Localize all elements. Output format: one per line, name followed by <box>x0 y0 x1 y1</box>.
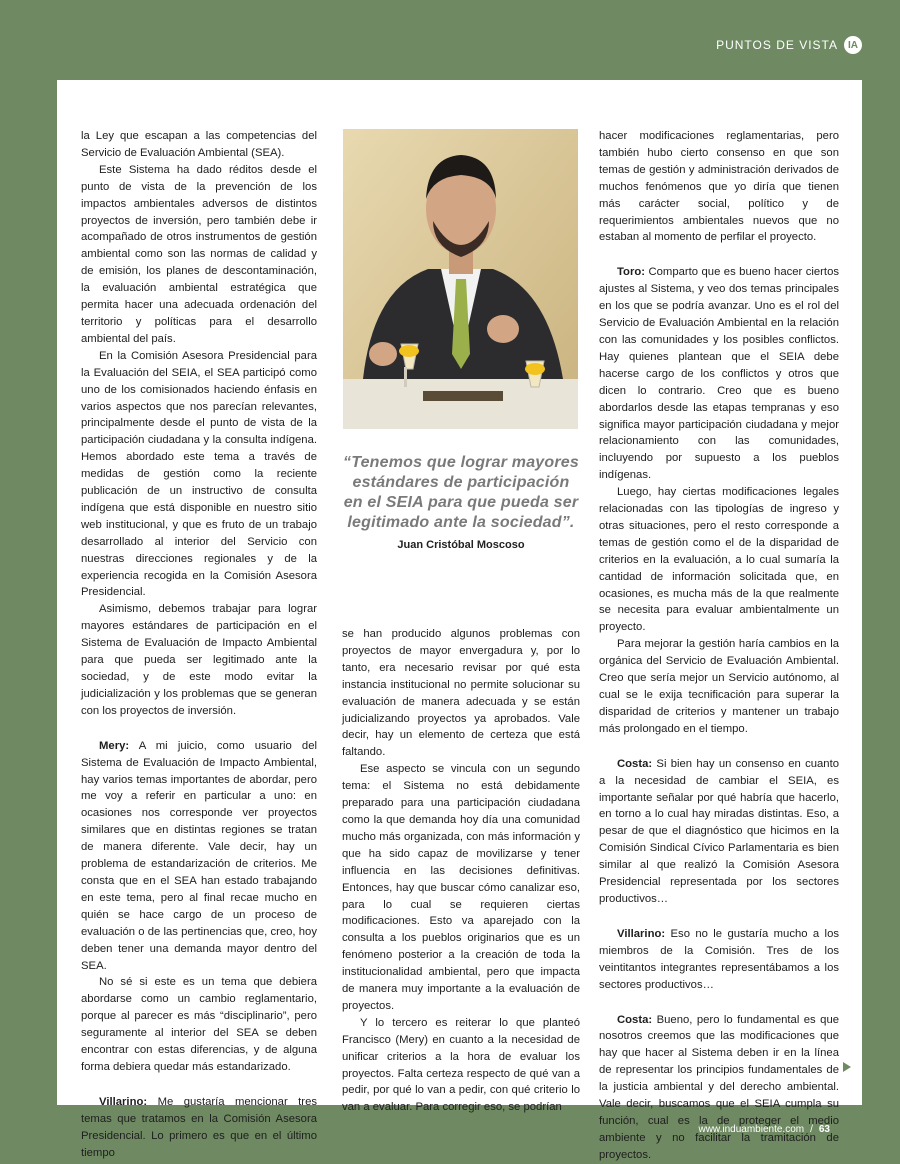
speaker-name: Mery: <box>99 739 130 752</box>
speaker-name: Toro: <box>617 266 646 279</box>
interview-photo <box>343 129 578 429</box>
magazine-logo-icon: IA <box>844 36 862 54</box>
pull-quote-text: “Tenemos que lograr mayores estándares de participación en el SEIA para que pueda ser legitimado ante la sociedad”. <box>343 454 579 531</box>
page-number: 63 <box>818 1124 830 1135</box>
section-title: PUNTOS DE VISTA <box>716 38 838 52</box>
paragraph: se han producido algunos problemas con proyectos de mayor envergadura y, por lo tanto, era necesario revisar por qué esta instancia institucional no permite solucionar su evaluación de manera adecuada y se están judicializando proyectos ya aprobados. Vale decir, hay un elemento de certeza que está faltando. <box>342 628 580 759</box>
paragraph: Costa: Si bien hay un consenso en cuanto a la necesidad de cambiar el SEIA, es importante señalar por qué habría que hacerlo, en torno a lo cual hay miradas distintas. Eso, a pesar de que el diagnóstico que hicimos en la Comisión Sindical Cívico Parlamentaria es bien similar al que realizó la Comisión Asesora Presidencial representada por los sectores productivos… <box>599 757 840 905</box>
continue-arrow-icon <box>843 1062 851 1072</box>
paragraph: Villarino: Eso no le gustaría mucho a los miembros de la Comisión. Tres de los veintitantos integrantes representábamos a los sectores productivos… <box>599 927 840 991</box>
paragraph: Mery: A mi juicio, como usuario del Sistema de Evaluación de Impacto Ambiental, hay varios temas importantes de abordar, pero me voy a referir en particular a uno: en ocasiones nos corresponde ver proyectos similares que en distintas regiones se tratan de manera diferente. Vale decir, hay un problema de estandarización de criterios. Me consta que en el SEA han estado trabajando en este tema, pero al final recae mucho en quién se hace cargo de un proceso de evaluación o de las pertinencias que, creo, hoy deben tener una demanda mayor dentro del SEA. <box>81 739 317 972</box>
paragraph: Este Sistema ha dado réditos desde el punto de vista de la prevención de los impactos ambientales adversos de distintos proyectos de inversión, pero también debe ir acompañado de otros instrumentos de gestión ambiental como son las normas de calidad y de emisión, los planes de descontaminación, la evaluación ambiental estratégica que permita hacer una adecuada ordenación del territorio y políticas para el desarrollo ambiental del país. <box>81 163 317 345</box>
section-header <box>716 36 862 54</box>
speaker-name: Costa: <box>617 757 653 770</box>
column-1 <box>81 128 317 1161</box>
footer-url[interactable]: www.induambiente.com <box>698 1124 805 1135</box>
paragraph: hacer modificaciones reglamentarias, pero también hubo cierto consenso en que son temas de gestión y administración derivados de muchos fenómenos que yo diría que tienen más carácter social, político y de requerimientos ambientales nuevos que no estaban al momento de perfilar el proyecto. <box>599 130 839 244</box>
paragraph: No sé si este es un tema que debiera abordarse como un cambio reglamentario, porque al parecer es más “disciplinario”, pero seguramente al interior del SEA se deben encontrar con estas diferencias, y de alguna forma debiera quedar más estandarizado. <box>81 976 317 1073</box>
pull-quote <box>341 453 581 551</box>
paragraph: Toro: Comparto que es bueno hacer ciertos ajustes al Sistema, y veo dos temas principales en los que se podría avanzar. Uno es el rol del Servicio de Evaluación Ambiental en la relación con las comunidades y los posibles conflictos. Hay quienes plantean que el SEIA debe hacerse cargo de los conflictos y otros que dicen lo contrario. Creo que es bueno abordarlos desde las etapas tempranas y eso significa mayor participación ciudadana y mejor relacionamiento con las comunidades, incluyendo por supuesto a los pueblos indígenas. <box>599 266 840 482</box>
paragraph: En la Comisión Asesora Presidencial para la Evaluación del SEIA, el SEA participó como uno de los comisionados haciendo énfasis en varios aspectos que nos parecían relevantes, principalmente desde el punto de vista de la participación ciudadana y la consulta indígena. Hemos abordado este tema a través de medidas de gestión como la reciente publicación de un instructivo de consulta indígena que está disponible en nuestro sitio web institucional, y que es fruto de un trabajo desarrollado al interior del Servicio con nuestras direcciones regionales y de la experiencia recogida en la Comisión Asesora Presidencial. <box>81 349 317 599</box>
page-footer <box>698 1124 830 1135</box>
portrait-image <box>343 129 578 429</box>
paragraph: Y lo tercero es reiterar lo que planteó Francisco (Mery) en cuanto a la necesidad de unificar criterios a la hora de evaluar los proyectos. Falta certeza respecto de qué van a pedir, por qué lo van a pedir, con qué criterio lo van a evaluar. Para corregir eso, se podrían <box>342 1016 580 1114</box>
pull-quote-author: Juan Cristóbal Moscoso <box>397 539 525 551</box>
paragraph: la Ley que escapan a las competencias del Servicio de Evaluación Ambiental (SEA). <box>81 130 317 159</box>
speaker-name: Villarino: <box>617 927 666 940</box>
column-3 <box>599 128 839 1164</box>
paragraph: Luego, hay ciertas modificaciones legales relacionadas con las tipologías de ingreso y otras situaciones, pero el resto corresponde a temas de gestión como el de la disparidad de criterios en la evaluación, a lo cual sumaría la cantidad de información solicitada que, en ocasiones, es mucha más de la que realmente se necesita para evaluar ambientalmente un proyecto. <box>599 486 839 634</box>
column-2 <box>342 626 580 1116</box>
paragraph: Asimismo, debemos trabajar para lograr mayores estándares de participación en el Sistema de Evaluación de Impacto Ambiental para que pueda ser legitimado ante la sociedad, y de este modo evitar la judicialización y los problemas que se generan con los proyectos de inversión. <box>81 603 317 717</box>
paragraph: Para mejorar la gestión haría cambios en la orgánica del Servicio de Evaluación Ambiental. Creo que sería mejor un Servicio autónomo, al cual se le exija tecnificación para superar la disparidad de criterios y mantener un trabajo más prolongado en el tiempo. <box>599 638 839 735</box>
speaker-name: Villarino: <box>99 1095 148 1108</box>
paragraph: Ese aspecto se vincula con un segundo tema: el Sistema no está debidamente preparado para una participación ciudadana como la que demanda hoy día una comunidad mucho más organizada, con más información y que ha sido capaz de movilizarse y tener influencia en las decisiones definitivas. Entonces, hay que buscar cómo canalizar eso, para lo cual se requieren ciertas modificaciones. Esto va aparejado con la consulta a los pueblos originarios que es un fenómeno posterior a la creación de toda la institucionalidad ambiental, pero que impacta de manera muy importante a la evaluación de proyectos. <box>342 763 580 1012</box>
paragraph: Costa: Bueno, pero lo fundamental es que nosotros creemos que las modificaciones que hay que hacer al Sistema deben ir en la línea de representar los principios fundamentales de la justicia ambiental y del derecho ambiental. Vale decir, buscamos que el SEIA cumpla su función, cual es la de proteger el medio ambiente y no facilitar la tramitación de proyectos. <box>599 1013 840 1161</box>
paragraph: Villarino: Me gustaría mencionar tres temas que tratamos en la Comisión Asesora Presidencial. Lo primero es que en el último tiempo <box>81 1095 318 1159</box>
speaker-name: Costa: <box>617 1013 653 1026</box>
footer-separator: / <box>810 1124 813 1135</box>
